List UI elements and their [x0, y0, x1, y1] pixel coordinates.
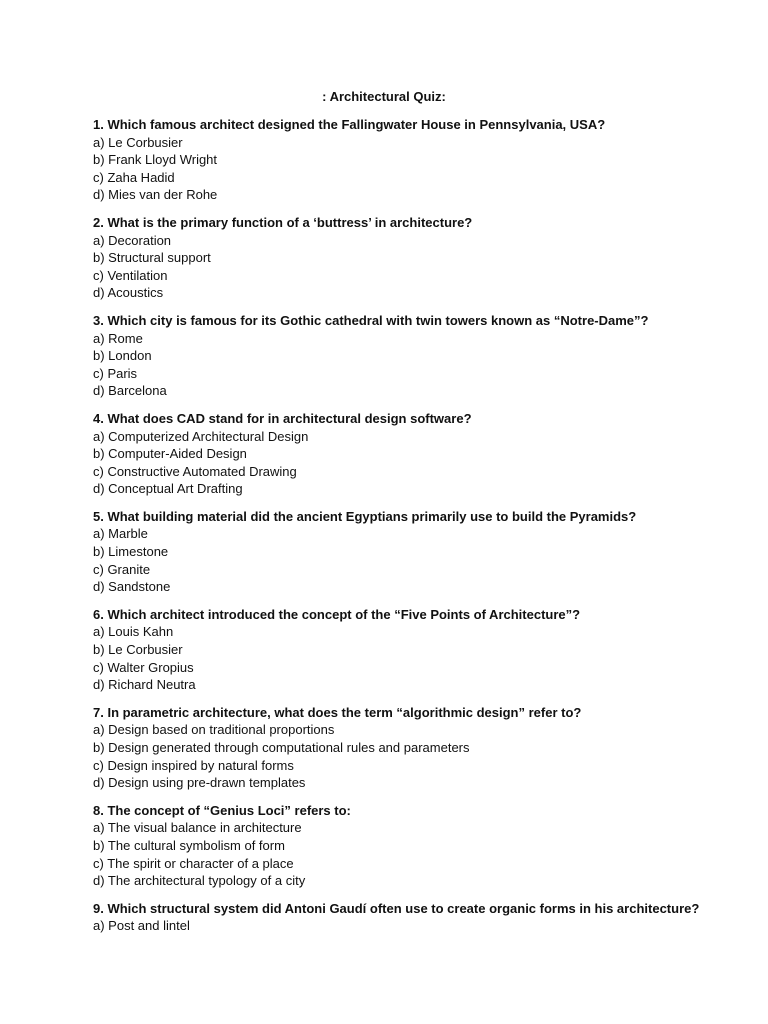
answer-option: a) Rome	[93, 330, 143, 346]
answer-option: d) Mies van der Rohe	[93, 187, 218, 203]
answer-option: c) Design inspired by natural forms	[93, 757, 294, 773]
question-4	[93, 410, 733, 498]
question-6	[93, 606, 733, 694]
page-title: : Architectural Quiz:	[322, 89, 446, 104]
answer-option: b) Le Corbusier	[93, 642, 183, 658]
answer-option: b) Computer-Aided Design	[93, 446, 247, 462]
answer-option: d) Conceptual Art Drafting	[93, 481, 243, 497]
answer-option: b) Design generated through computational rules and parameters	[93, 740, 470, 755]
answer-option: a) Computerized Architectural Design	[93, 428, 309, 444]
answer-option: b) Limestone	[93, 544, 169, 560]
answer-option: a) Le Corbusier	[93, 134, 183, 150]
answer-option: b) The cultural symbolism of form	[93, 837, 285, 853]
answer-option: c) Paris	[93, 365, 138, 381]
quiz-body	[93, 116, 733, 945]
answer-option: c) Constructive Automated Drawing	[93, 463, 297, 479]
question-3	[93, 312, 733, 400]
question-9	[93, 900, 733, 935]
answer-option: a) The visual balance in architecture	[93, 820, 302, 836]
answer-option: d) Richard Neutra	[93, 677, 196, 693]
question-text: 2. What is the primary function of a ‘buttress’ in architecture?	[93, 214, 473, 230]
question-text: 1. Which famous architect designed the Fallingwater House in Pennsylvania, USA?	[93, 117, 606, 132]
answer-option: b) London	[93, 348, 152, 364]
answer-option: d) Sandstone	[93, 579, 171, 595]
question-text: 3. Which city is famous for its Gothic cathedral with twin towers known as “Notre-Dame”?	[93, 312, 649, 328]
answer-option: c) The spirit or character of a place	[93, 855, 294, 871]
question-1	[93, 116, 733, 204]
question-5	[93, 508, 733, 596]
question-text: 8. The concept of “Genius Loci” refers to:	[93, 802, 351, 818]
question-text: 9. Which structural system did Antoni Gaudí often use to create organic forms in his architecture?	[93, 900, 700, 916]
answer-option: d) Acoustics	[93, 285, 164, 301]
question-8	[93, 802, 733, 890]
answer-option: c) Granite	[93, 561, 151, 577]
answer-option: d) Design using pre-drawn templates	[93, 775, 306, 791]
question-text: 6. Which architect introduced the concept of the “Five Points of Architecture”?	[93, 606, 581, 622]
answer-option: d) The architectural typology of a city	[93, 873, 306, 889]
answer-option: a) Marble	[93, 526, 148, 542]
answer-option: c) Zaha Hadid	[93, 169, 175, 185]
answer-option: a) Post and lintel	[93, 918, 190, 934]
answer-option: b) Frank Lloyd Wright	[93, 152, 218, 168]
answer-option: b) Structural support	[93, 250, 211, 266]
question-text: 5. What building material did the ancient Egyptians primarily use to build the Pyramids?	[93, 508, 637, 524]
question-text: 4. What does CAD stand for in architectural design software?	[93, 410, 472, 426]
answer-option: c) Walter Gropius	[93, 659, 194, 675]
question-text: 7. In parametric architecture, what does the term “algorithmic design” refer to?	[93, 704, 582, 720]
answer-option: a) Design based on traditional proportions	[93, 722, 335, 738]
question-7	[93, 704, 733, 792]
question-2	[93, 214, 733, 302]
answer-option: a) Decoration	[93, 232, 172, 248]
answer-option: a) Louis Kahn	[93, 624, 174, 640]
answer-option: d) Barcelona	[93, 383, 167, 399]
answer-option: c) Ventilation	[93, 267, 168, 283]
